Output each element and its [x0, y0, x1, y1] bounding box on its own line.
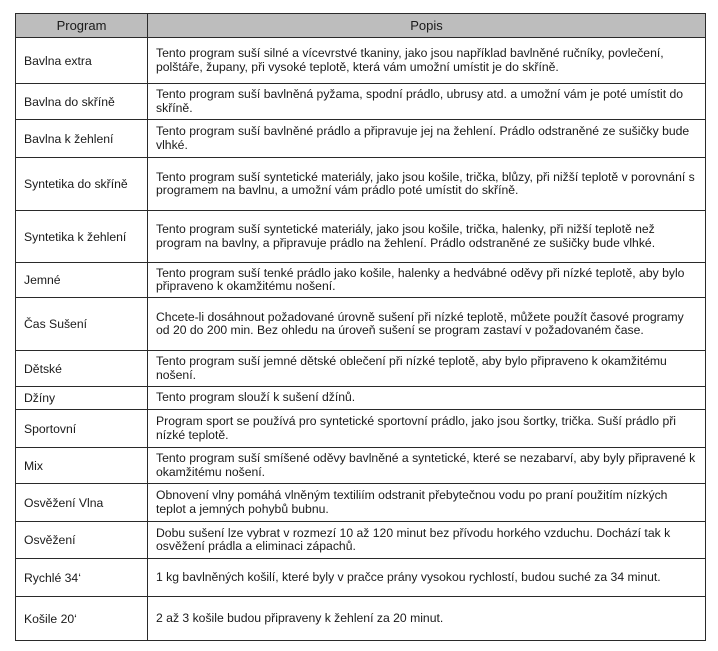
table-row — [16, 522, 706, 559]
table-row — [16, 559, 706, 597]
program-name: Čas Sušení — [16, 298, 148, 351]
program-name: Bavlna k žehlení — [16, 120, 148, 158]
table-row — [16, 410, 706, 448]
program-description: Tento program suší tenké prádlo jako košile, halenky a hedvábné oděvy při nízké teplotě, aby bylo připraveno k okamžitému nošení. — [148, 263, 706, 298]
table-row — [16, 158, 706, 211]
table-row — [16, 484, 706, 522]
table-header-row — [16, 14, 706, 38]
program-name: Bavlna extra — [16, 38, 148, 84]
header-popis: Popis — [148, 14, 706, 38]
program-name: Jemné — [16, 263, 148, 298]
program-name: Osvěžení Vlna — [16, 484, 148, 522]
program-description: Tento program suší syntetické materiály, jako jsou košile, trička, halenky, při nižší teplotě než program na bavlny, a připravuje prádlo na žehlení. Prádlo odstraněné ze sušičky bude vlhké. — [148, 211, 706, 263]
program-table — [15, 13, 706, 641]
table-row — [16, 448, 706, 484]
program-description: Tento program suší bavlněná pyžama, spodní prádlo, ubrusy atd. a umožní vám je poté umístit do skříně. — [148, 84, 706, 120]
program-description: 2 až 3 košile budou připraveny k žehlení za 20 minut. — [148, 597, 706, 641]
program-name: Košile 20‘ — [16, 597, 148, 641]
table-row — [16, 211, 706, 263]
header-program: Program — [16, 14, 148, 38]
program-name: Syntetika do skříně — [16, 158, 148, 211]
program-description: Tento program suší bavlněné prádlo a připravuje jej na žehlení. Prádlo odstraněné ze sušičky bude vlhké. — [148, 120, 706, 158]
program-description: 1 kg bavlněných košilí, které byly v pračce prány vysokou rychlostí, budou suché za 34 minut. — [148, 559, 706, 597]
program-description: Tento program suší jemné dětské oblečení při nízké teplotě, aby bylo připraveno k okamžitému nošení. — [148, 351, 706, 387]
program-description: Tento program suší syntetické materiály, jako jsou košile, trička, blůzy, při nižší teplotě v porovnání s programem na bavlnu, a umožní vám prádlo poté umístit do skříně. — [148, 158, 706, 211]
program-name: Mix — [16, 448, 148, 484]
program-name: Dětské — [16, 351, 148, 387]
table-row — [16, 351, 706, 387]
program-description: Program sport se používá pro syntetické sportovní prádlo, jako jsou šortky, trička. Suší prádlo při nízké teplotě. — [148, 410, 706, 448]
program-description: Tento program slouží k sušení džínů. — [148, 387, 706, 410]
table-row — [16, 38, 706, 84]
table-row — [16, 387, 706, 410]
program-name: Bavlna do skříně — [16, 84, 148, 120]
table-row — [16, 597, 706, 641]
program-name: Sportovní — [16, 410, 148, 448]
table-row — [16, 120, 706, 158]
table-row — [16, 84, 706, 120]
program-description: Obnovení vlny pomáhá vlněným textiliím odstranit přebytečnou vodu po praní použitím nízkých teplot a jemných pohybů bubnu. — [148, 484, 706, 522]
program-name: Osvěžení — [16, 522, 148, 559]
program-description: Tento program suší silné a vícevrstvé tkaniny, jako jsou například bavlněné ručníky, povlečení, polštáře, župany, při vysoké teplotě, která vám umožní umístit je do skříně. — [148, 38, 706, 84]
program-name: Syntetika k žehlení — [16, 211, 148, 263]
table-row — [16, 298, 706, 351]
table-row — [16, 263, 706, 298]
program-description: Tento program suší smíšené oděvy bavlněné a syntetické, které se nezabarví, aby byly připravené k okamžitému nošení. — [148, 448, 706, 484]
program-name: Rychlé 34‘ — [16, 559, 148, 597]
program-description: Dobu sušení lze vybrat v rozmezí 10 až 120 minut bez přívodu horkého vzduchu. Dochází tak k osvěžení prádla a eliminaci zápachů. — [148, 522, 706, 559]
program-description: Chcete-li dosáhnout požadované úrovně sušení při nízké teplotě, můžete použít časové programy od 20 do 200 min. Bez ohledu na úroveň sušení se program zastaví v požadovaném čase. — [148, 298, 706, 351]
program-name: Džíny — [16, 387, 148, 410]
